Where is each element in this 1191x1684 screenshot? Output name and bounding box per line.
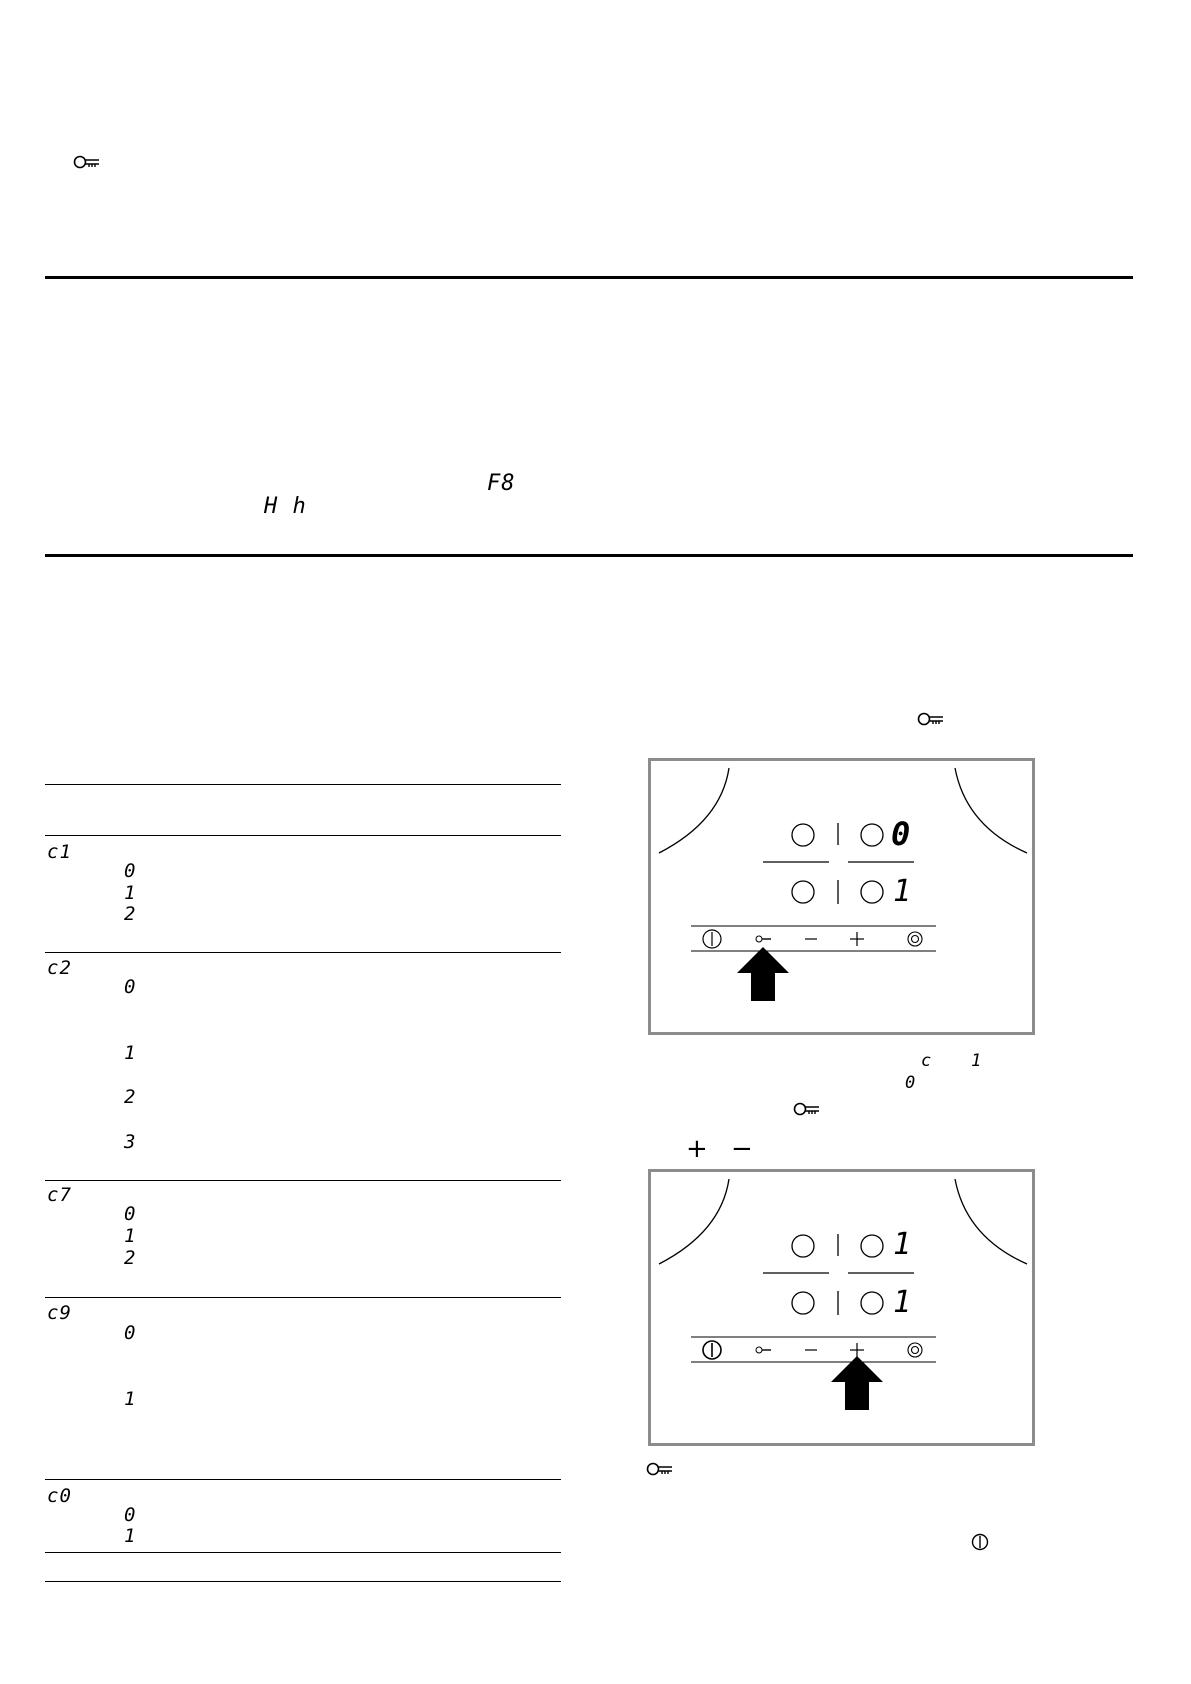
plus-icon: + [686, 1134, 708, 1164]
setting-value: 0 [124, 1203, 137, 1225]
minus-icon: − [731, 1134, 753, 1164]
table-rule [45, 1479, 561, 1480]
setting-value: 0 [124, 1322, 137, 1344]
setting-code: c7 [47, 1184, 72, 1206]
setting-value: 2 [124, 903, 137, 925]
key-icon [73, 154, 101, 170]
table-rule [45, 784, 561, 785]
section-divider [45, 554, 1133, 557]
table-rule [45, 1180, 561, 1181]
error-code-display: F8 [487, 471, 516, 496]
setting-code: c1 [47, 841, 72, 863]
setting-value-display: 0 [905, 1073, 917, 1093]
key-icon [646, 1461, 674, 1477]
setting-value: 3 [124, 1131, 137, 1153]
setting-value: 1 [124, 1525, 137, 1547]
table-rule [45, 952, 561, 953]
setting-value: 1 [124, 882, 137, 904]
control-panel-illustration [648, 1169, 1035, 1446]
power-icon [970, 1532, 990, 1552]
setting-code: c0 [47, 1485, 72, 1507]
rear-right-level-display: 1 [893, 1285, 912, 1320]
residual-heat-display: H h [264, 494, 307, 519]
hob-outline [651, 761, 1032, 1032]
setting-value: 2 [124, 1086, 137, 1108]
arrow-up-icon [737, 947, 789, 1001]
setting-value: 1 [124, 1225, 137, 1247]
setting-code-display: 1 [971, 1051, 983, 1071]
setting-value: 1 [124, 1388, 137, 1410]
arrow-up-icon [831, 1356, 883, 1410]
key-icon [793, 1101, 821, 1117]
setting-value: 1 [124, 1042, 137, 1064]
setting-value: 2 [124, 1247, 137, 1269]
rear-right-level-display: 1 [893, 874, 912, 909]
setting-value: 0 [124, 860, 137, 882]
table-rule [45, 1297, 561, 1298]
table-rule [45, 1581, 561, 1582]
table-rule [45, 1552, 561, 1553]
setting-code-display: c [921, 1051, 933, 1071]
section-divider [45, 276, 1133, 279]
hob-outline [651, 1172, 1032, 1443]
setting-value: 0 [124, 1504, 137, 1526]
front-right-level-display: 1 [893, 1227, 912, 1262]
front-right-level-display: 0 [891, 815, 911, 853]
setting-code: c2 [47, 957, 72, 979]
setting-value: 0 [124, 976, 137, 998]
control-panel-illustration [648, 758, 1035, 1035]
table-rule [45, 835, 561, 836]
setting-code: c9 [47, 1302, 72, 1324]
key-icon [917, 711, 945, 727]
